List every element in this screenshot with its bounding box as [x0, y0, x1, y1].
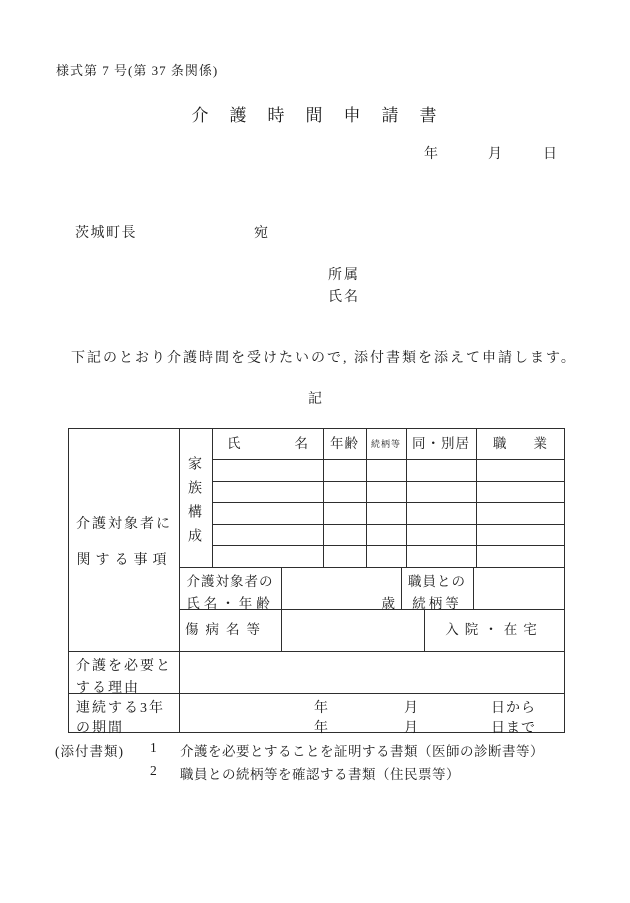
- period-from-day-label: 日から: [491, 701, 536, 716]
- application-table: [68, 428, 565, 736]
- table-grid-line: [212, 502, 564, 503]
- period-to-month-label: 月: [404, 721, 418, 736]
- ki-heading: 記: [308, 392, 322, 407]
- table-grid-line: [69, 651, 564, 652]
- table-grid-line: [212, 524, 564, 525]
- column-header-name: 氏 名: [227, 436, 308, 451]
- attachment-item-text: 介護を必要とすることを証明する書類（医師の診断書等）: [180, 744, 544, 759]
- affiliation-label: 所属: [328, 268, 360, 283]
- table-grid-line: [212, 481, 564, 482]
- date-year-label: 年: [424, 147, 438, 162]
- age-unit-label: 歳: [381, 596, 395, 611]
- date-month-label: 月: [488, 147, 502, 162]
- staff-relation-label-line1: 職員との: [408, 574, 466, 589]
- family-composition-label: 家族構成: [186, 456, 201, 552]
- table-grid-line: [473, 567, 474, 609]
- table-grid-line: [69, 693, 564, 694]
- period-label-line1: 連続する3年: [76, 701, 165, 716]
- table-grid-line: [212, 545, 564, 546]
- reason-label-line2: する理由: [76, 681, 140, 696]
- period-to-day-label: 日まで: [491, 721, 536, 736]
- period-label-line2: の期間: [76, 721, 124, 736]
- injury-name-label: 傷病名等: [185, 622, 267, 637]
- period-from-year-label: 年: [314, 701, 328, 716]
- period-to-year-label: 年: [314, 721, 328, 736]
- table-grid-line: [212, 459, 564, 460]
- addressee-name: 茨城町長: [75, 226, 137, 241]
- column-header-living: 同・別居: [412, 436, 470, 451]
- care-target-label-line2: 氏名・年齢: [186, 596, 274, 611]
- reason-label-line1: 介護を必要と: [76, 659, 172, 674]
- attachment-item-number: 2: [150, 763, 157, 778]
- section-label-line1: 介護対象者に: [76, 517, 172, 532]
- request-sentence: 下記のとおり介護時間を受けたいので, 添付書類を添えて申請します。: [71, 351, 577, 366]
- attachments-label: (添付書類): [55, 744, 124, 759]
- period-from-month-label: 月: [404, 701, 418, 716]
- column-header-occupation: 職 業: [493, 436, 547, 451]
- care-target-label-line1: 介護対象者の: [186, 574, 274, 589]
- applicant-name-label: 氏名: [328, 290, 360, 305]
- page-title: 介 護 時 間 申 請 書: [191, 106, 439, 125]
- section-label-line2: 関する事項: [76, 553, 172, 568]
- attachment-item-number: 1: [150, 740, 157, 755]
- attachment-item-text: 職員との続柄等を確認する書類（住民票等）: [180, 767, 460, 782]
- addressee-suffix: 宛: [254, 226, 268, 241]
- staff-relation-label-line2: 続柄等: [412, 596, 462, 611]
- column-header-relationship: 続柄等: [370, 439, 401, 449]
- column-header-age: 年齢: [330, 436, 359, 451]
- hospital-or-home-label: 入院・在宅: [445, 622, 543, 637]
- date-day-label: 日: [543, 147, 557, 162]
- table-grid-line: [179, 567, 564, 568]
- form-number: 様式第 7 号(第 37 条関係): [56, 63, 219, 78]
